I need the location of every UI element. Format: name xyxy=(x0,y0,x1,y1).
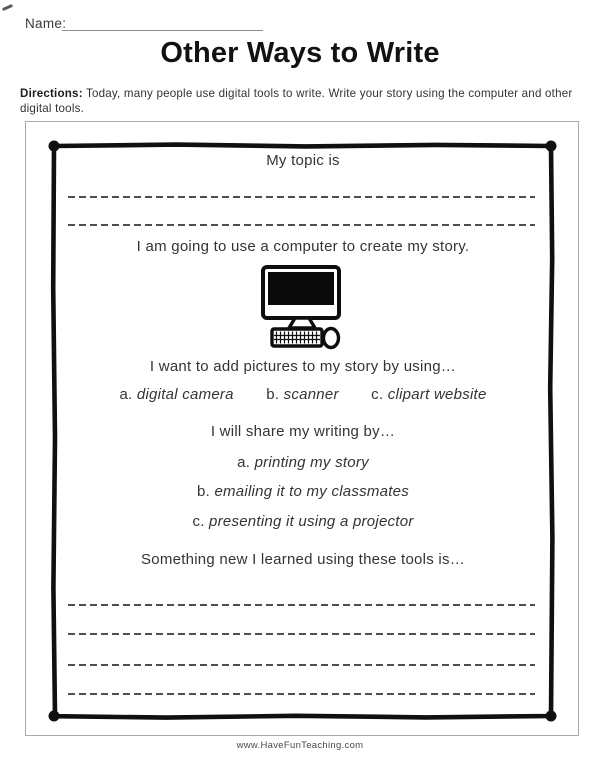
desktop-computer-icon xyxy=(259,264,347,351)
share-prompt: I will share my writing by… xyxy=(210,423,396,440)
name-label: Name: xyxy=(25,16,67,31)
topic-prompt: My topic is xyxy=(266,152,340,169)
share-option-c: c. presenting it using a projector xyxy=(192,513,414,530)
picture-option-b: b. scanner xyxy=(266,386,339,403)
directions-text: Today, many people use digital tools to write. Write your story using the computer and other digital tools. xyxy=(20,87,573,115)
name-input-line[interactable] xyxy=(62,30,263,31)
writing-line[interactable] xyxy=(68,693,535,695)
share-option-a: a. printing my story xyxy=(237,454,369,471)
learned-prompt: Something new I learned using these tools is… xyxy=(141,551,465,568)
computer-statement: I am going to use a computer to create my story. xyxy=(136,238,470,255)
writing-line[interactable] xyxy=(68,196,535,198)
writing-line[interactable] xyxy=(68,633,535,635)
directions xyxy=(20,87,582,116)
page-title: Other Ways to Write xyxy=(160,37,440,69)
scan-artifact xyxy=(2,4,13,11)
writing-line[interactable] xyxy=(68,224,535,226)
picture-option-c: c. clipart website xyxy=(371,386,487,403)
directions-label: Directions: xyxy=(20,87,83,100)
share-option-b: b. emailing it to my classmates xyxy=(197,483,409,500)
writing-line[interactable] xyxy=(68,604,535,606)
picture-option-a: a. digital camera xyxy=(119,386,234,403)
worksheet-frame xyxy=(46,138,560,725)
pictures-prompt: I want to add pictures to my story by using… xyxy=(149,358,457,375)
website-footer: www.HaveFunTeaching.com xyxy=(236,740,364,751)
writing-line[interactable] xyxy=(68,664,535,666)
picture-options-row xyxy=(46,385,560,405)
